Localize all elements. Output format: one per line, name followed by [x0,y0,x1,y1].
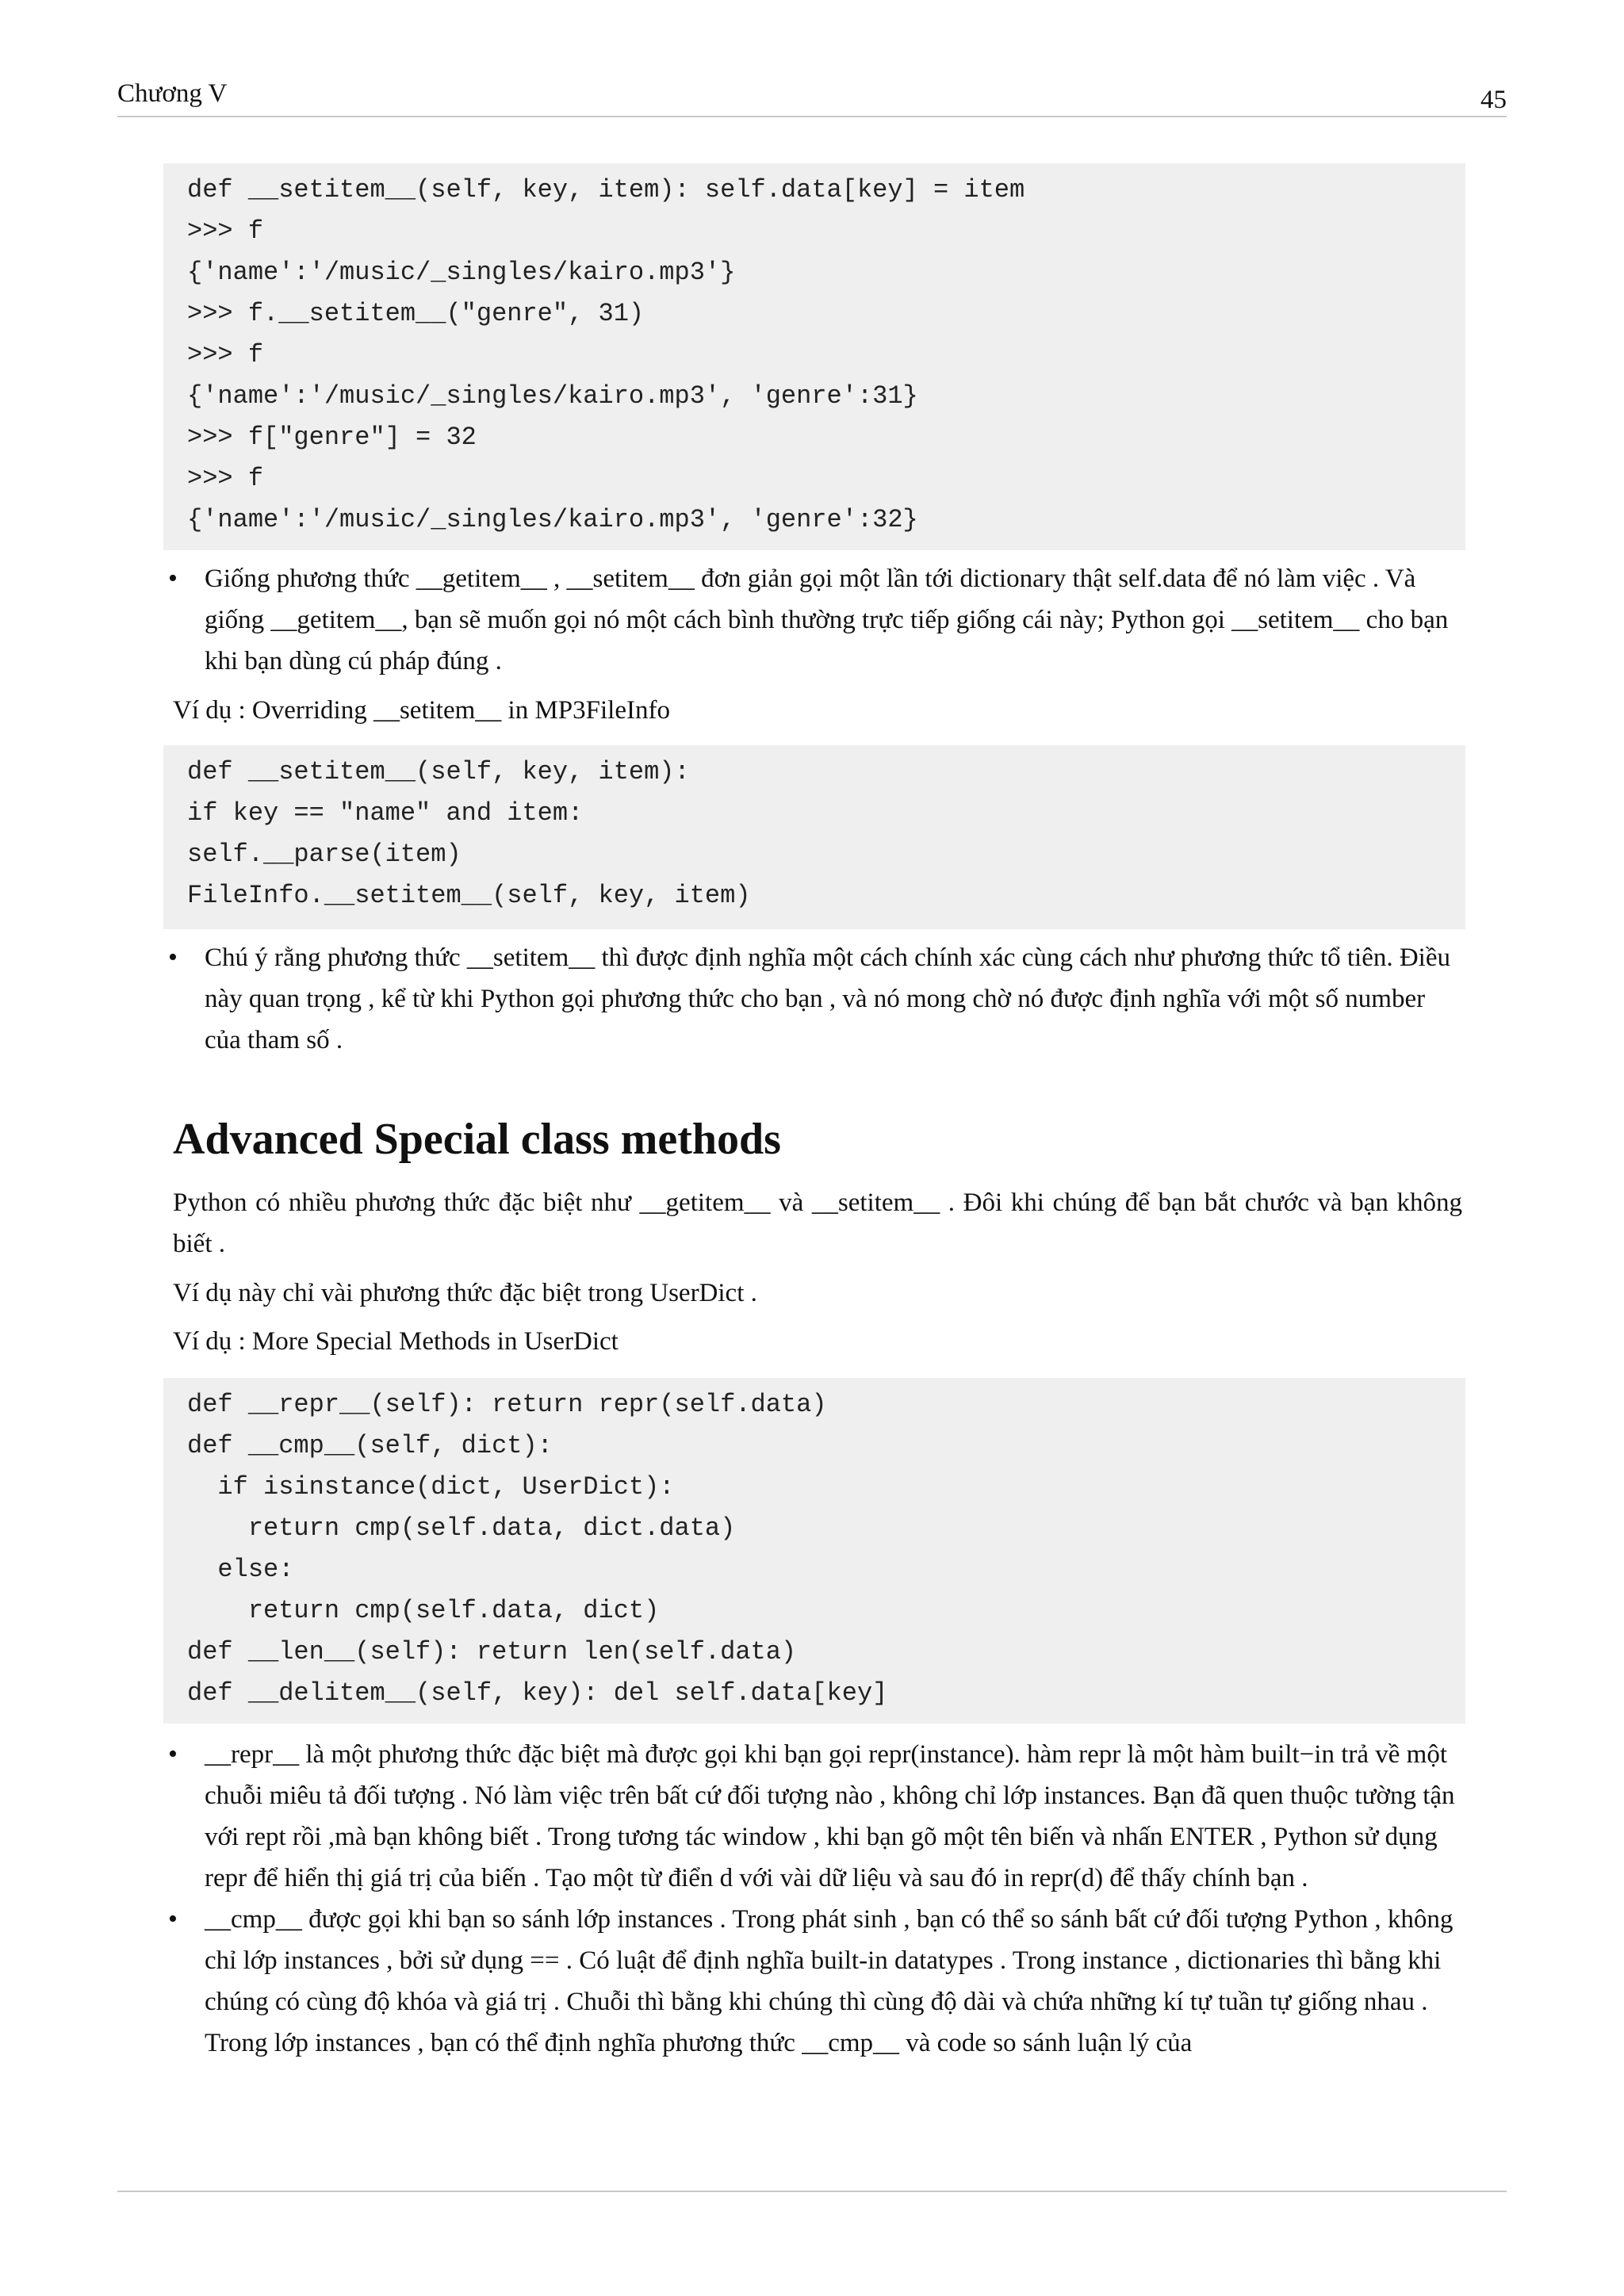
code-line: {'name':'/music/_singles/kairo.mp3', 'genre':31} [187,381,918,411]
code-line: def __repr__(self): return repr(self.data) [187,1390,827,1419]
code-line: return cmp(self.data, dict) [187,1596,660,1625]
code-block-override-setitem [163,745,1465,929]
footer-rule [117,2191,1507,2192]
paragraph: Python có nhiều phương thức đặc biệt như __getitem__ và __setitem__ . Đôi khi chúng để bạn bắt chước và bạn không biết . [173,1188,1462,1258]
code-line: def __cmp__(self, dict): [187,1431,553,1460]
bullet-list-2 [163,937,1465,1061]
code-block-setitem-demo [163,163,1465,550]
chapter-title: Chương V [117,79,228,108]
code-line: def __delitem__(self, key): del self.data[key] [187,1678,888,1708]
code-line: return cmp(self.data, dict.data) [187,1513,736,1543]
code-line: self.__parse(item) [187,840,462,869]
code-line: >>> f["genre"] = 32 [187,423,477,452]
code-line: >>> f [187,464,264,493]
code-block-userdict-methods [163,1378,1465,1724]
code-line: def __setitem__(self, key, item): self.data[key] = item [187,175,1025,205]
code-line: def __len__(self): return len(self.data) [187,1637,797,1667]
code-line: {'name':'/music/_singles/kairo.mp3'} [187,258,736,287]
page-header [117,76,1507,117]
code-line: >>> f.__setitem__("genre", 31) [187,299,645,328]
code-line: if isinstance(dict, UserDict): [187,1472,675,1502]
code-line: if key == "name" and item: [187,798,584,828]
code-line: def __setitem__(self, key, item): [187,757,690,786]
list-item: • Chú ý rằng phương thức __setitem__ thì được định nghĩa một cách chính xác cùng cách như phương thức tổ tiên. Điều này quan trọng , kể từ khi Python gọi phương thức cho bạn , và nó mong chờ nó được định nghĩa với một số number của tham số . [163,937,1465,1061]
list-item: • __cmp__ được gọi khi bạn so sánh lớp instances . Trong phát sinh , bạn có thể so sánh bất cứ đối tượng Python , không chỉ lớp instances , bởi sử dụng == . Có luật để định nghĩa built-in datatypes . Trong instance , dictionaries thì bằng khi chúng có cùng độ khóa và giá trị . Chuỗi thì bằng khi chúng thì cùng độ dài và chứa những kí tự tuần tự giống nhau . Trong lớp instances , bạn có thể định nghĩa phương thức __cmp__ và code so sánh luận lý của [163,1899,1465,2064]
bullet-list-3 [163,1734,1465,2064]
code-line: else: [187,1555,294,1584]
code-line: FileInfo.__setitem__(self, key, item) [187,881,751,910]
section-heading: Advanced Special class methods [173,1115,781,1164]
code-line: >>> f [187,216,264,246]
paragraph: Ví dụ này chỉ vài phương thức đặc biệt trong UserDict . [173,1279,757,1307]
page-number: 45 [1480,86,1507,114]
example-caption: Ví dụ : More Special Methods in UserDict [173,1327,619,1356]
bullet-list-1 [163,558,1465,682]
example-caption: Ví dụ : Overriding __setitem__ in MP3FileInfo [173,696,670,725]
code-line: {'name':'/music/_singles/kairo.mp3', 'genre':32} [187,505,918,534]
list-item: • Giống phương thức __getitem__ , __setitem__ đơn giản gọi một lần tới dictionary thật self.data để nó làm việc . Và giống __getitem__, bạn sẽ muốn gọi nó một cách bình thường trực tiếp giống cái này; Python gọi __setitem__ cho bạn khi bạn dùng cú pháp đúng . [163,558,1465,682]
list-item: • __repr__ là một phương thức đặc biệt mà được gọi khi bạn gọi repr(instance). hàm repr là một hàm built−in trả về một chuỗi miêu tả đối tượng . Nó làm việc trên bất cứ đối tượng nào , không chỉ lớp instances. Bạn đã quen thuộc tường tận với rept rồi ,mà bạn không biết . Trong tương tác window , khi bạn gõ một tên biến và nhấn ENTER , Python sử dụng repr để hiển thị giá trị của biến . Tạo một từ điển d với vài dữ liệu và sau đó in repr(d) để thấy chính bạn . [163,1734,1465,1899]
code-line: >>> f [187,340,264,369]
